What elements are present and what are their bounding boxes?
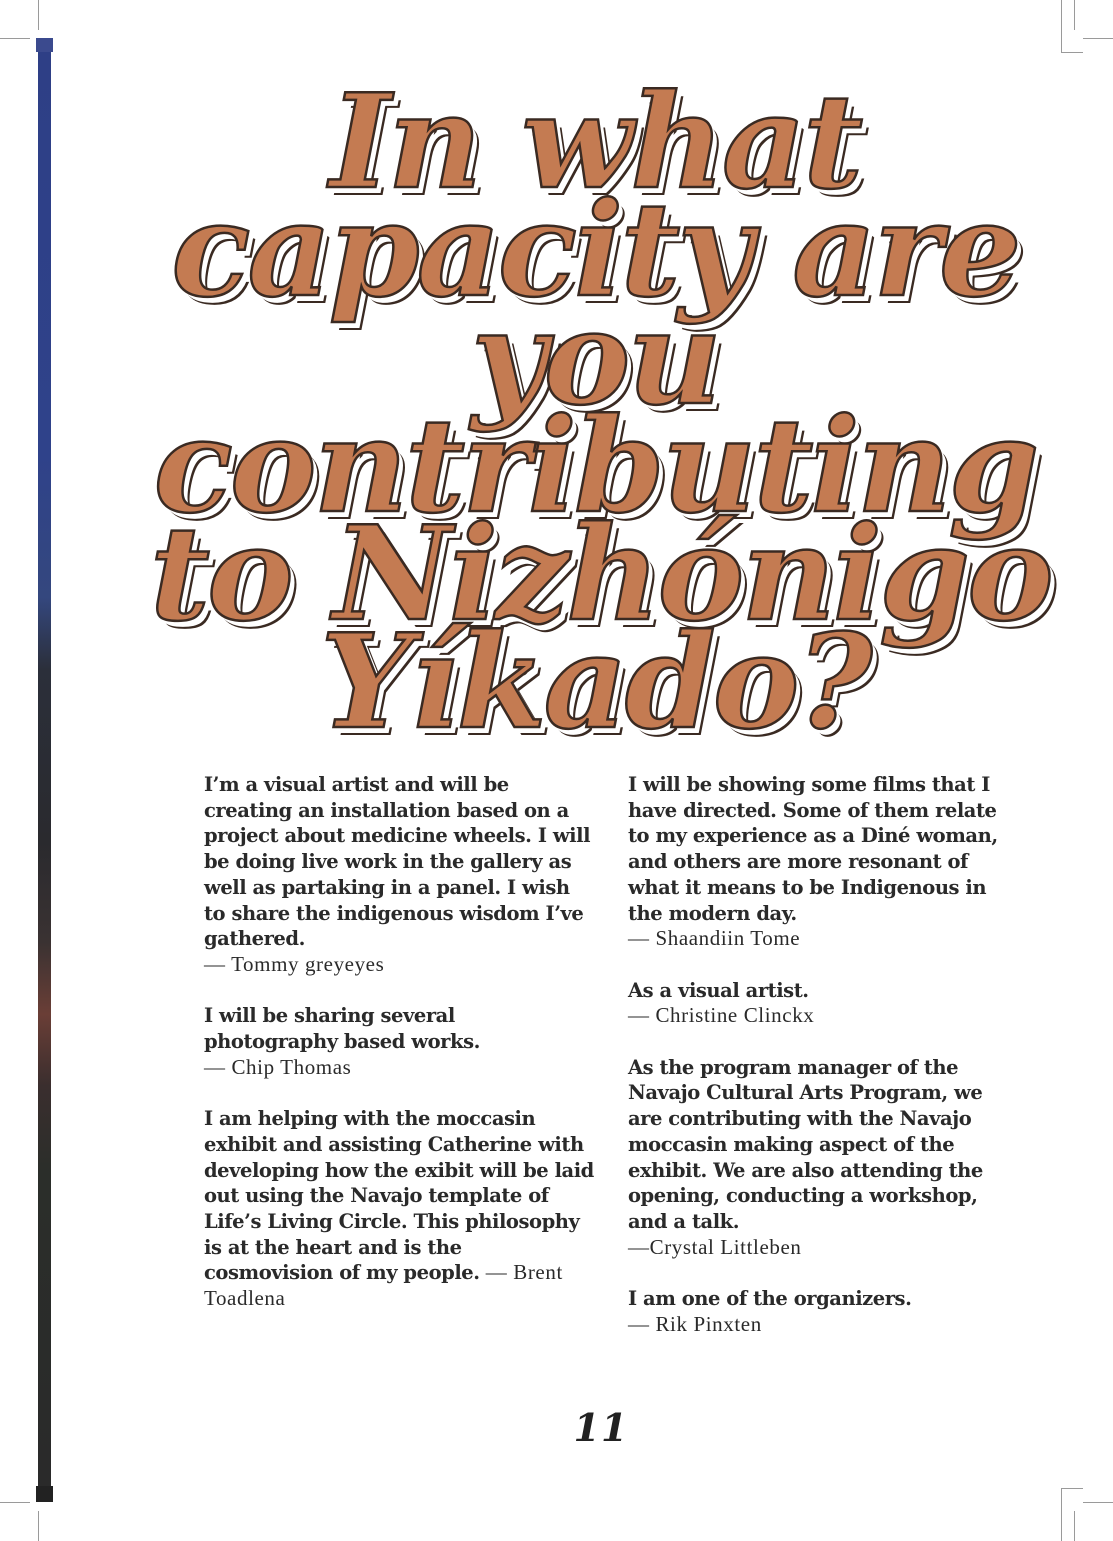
crop-mark (1061, 0, 1062, 52)
crop-mark (1074, 1511, 1075, 1541)
left-column (204, 772, 594, 1337)
response-author: —Crystal Littleben (628, 1234, 802, 1259)
response-quote: I am helping with the moccasin exhibit and assisting Catherine with developing how the exibit will be laid out using the Navajo template of Life’s Living Circle. This philosophy is at the heart and is the cosmovision of my people. (204, 1107, 594, 1285)
response-author: — Shaandiin Tome (628, 926, 801, 951)
crop-mark (0, 38, 30, 39)
crop-mark (1061, 52, 1083, 53)
headline-line: capacity are (171, 173, 1019, 326)
response-author: — Tommy greyeyes (204, 951, 385, 976)
headline-line: Yíkado? (320, 605, 870, 758)
response-entry (204, 1003, 594, 1080)
response-entry (204, 1106, 594, 1312)
response-quote: I will be showing some films that I have directed. Some of them relate to my experience as a Diné woman, and others are more resonant of what it means to be Indigenous in the modern day. (628, 773, 998, 925)
crop-mark (38, 1511, 39, 1541)
response-quote: I am one of the organizers. (628, 1287, 912, 1311)
headline-line: In what (329, 65, 861, 218)
crop-mark (1083, 1502, 1113, 1503)
color-strip-cap (36, 38, 53, 52)
response-author: — Rik Pinxten (628, 1311, 762, 1336)
crop-mark (0, 1502, 30, 1503)
response-author: — Brent Toadlena (204, 1260, 563, 1311)
crop-mark (1061, 1488, 1083, 1489)
crop-mark (1083, 38, 1113, 39)
page-number: 11 (573, 1405, 629, 1450)
right-column (628, 772, 1018, 1363)
crop-mark (1074, 0, 1075, 30)
headline-line: contributing (153, 389, 1037, 542)
response-author: — Christine Clinckx (628, 1003, 815, 1028)
page-headline (150, 65, 1051, 758)
headline-line: to Nizhónigo (150, 497, 1051, 650)
headline-line: you (471, 281, 719, 434)
response-quote: As a visual artist. (628, 978, 809, 1002)
crop-mark (38, 0, 39, 30)
response-entry (628, 1055, 1018, 1261)
crop-mark (1061, 1488, 1062, 1541)
color-strip (38, 52, 51, 1488)
response-quote: I’m a visual artist and will be creating an installation based on a project about medicine wheels. I will be doing live work in the gallery as well as partaking in a panel. I wish to share the indigenous wisdom I’ve gathered. (204, 773, 591, 951)
response-author: — Chip Thomas (204, 1054, 352, 1079)
response-entry (628, 978, 1018, 1029)
response-entry (628, 1286, 1018, 1337)
response-quote: I will be sharing several photography based works. (204, 1004, 480, 1054)
response-quote: As the program manager of the Navajo Cultural Arts Program, we are contributing with the Navajo moccasin making aspect of the exhibit. We are also attending the opening, conducting a workshop, and a talk. (628, 1055, 983, 1233)
response-entry (204, 772, 594, 978)
response-entry (628, 772, 1018, 952)
color-strip-cap (36, 1486, 53, 1502)
